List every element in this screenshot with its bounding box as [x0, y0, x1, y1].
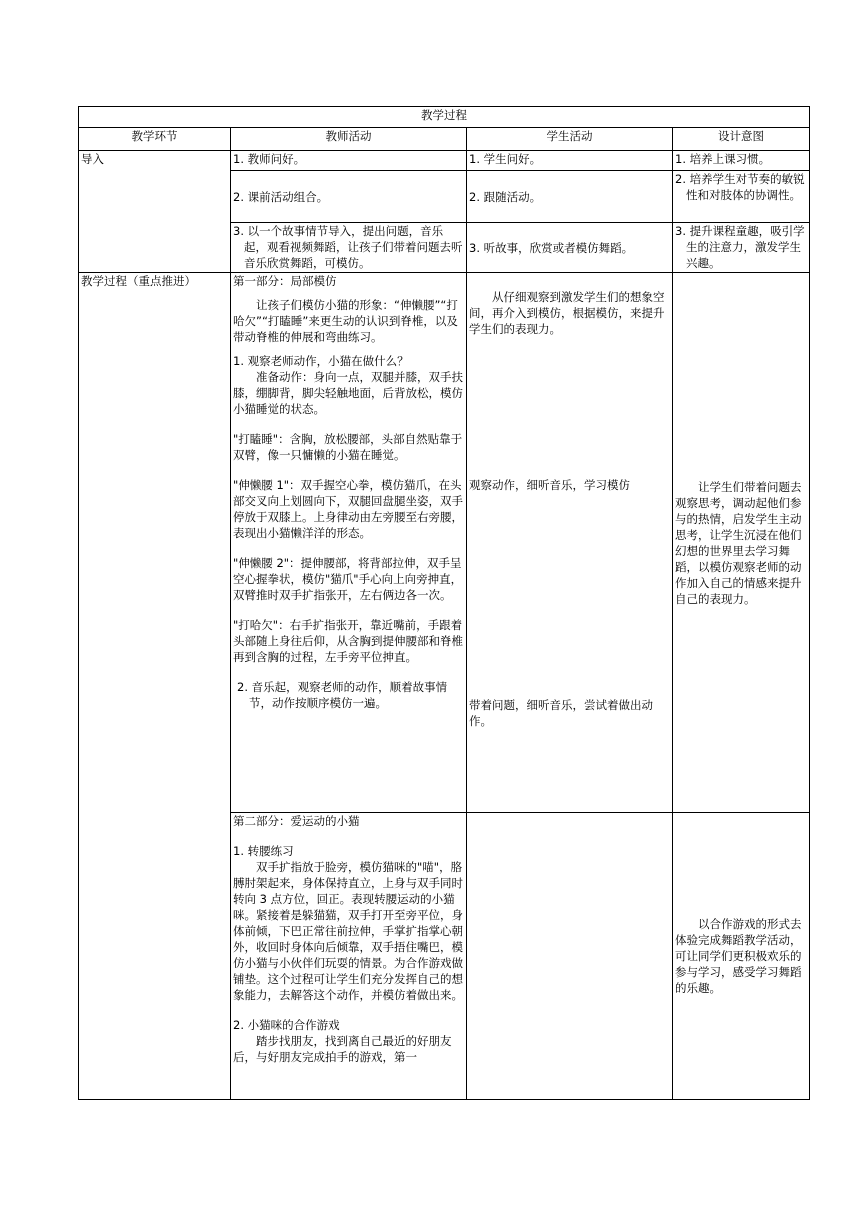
part2-text1: 双手扩指放于脸旁，模仿猫咪的"喵"，胳膊肘架起来，身体保持直立，上身与双手同时转向 3 点方位，回正。表现转腰运动的小猫咪。紧接着是躲猫猫，双手打开至旁平位，身体前倾，下巴正常往前拉伸，手掌扩指掌心朝外，收回时身体向后倾靠，双手捂住嘴巴，模仿小猫与小伙伴们玩耍的情景。为合作游戏做铺垫。这个过程可让学生们充分发挥自己的想象能力，去解答这个动作，并模仿着做出来。 — [233, 860, 463, 1002]
intro-teacher-2: 2. 课前活动组合。 — [231, 171, 467, 223]
part1-student — [467, 273, 673, 813]
part1-student-try: 带着问题，细听音乐，尝试着做出动作。 — [469, 698, 653, 728]
part1-doze: "打瞌睡"：含胸，放松腰部，头部自然贴靠于双臂，像一只慵懒的小猫在睡觉。 — [233, 432, 463, 462]
part1-stretch2: "伸懒腰 2"：提伸腰部，将背部拉伸，双手呈空心握拳状，模仿"猫爪"手心向上向旁抻直，双臂推时双手扩指张开，左右俩边各一次。 — [233, 556, 463, 602]
part1-student-observe: 观察动作，细听音乐，学习模仿 — [469, 478, 630, 492]
part1-intro: 让孩子们模仿小猫的形象：“伸懒腰”“打哈欠”“打瞌睡”来更生动的认识到脊椎，以及带动脊椎的伸展和弯曲练习。 — [233, 298, 458, 344]
intro-design-3: 3. 提升课程童趣，吸引学生的注意力，激发学生兴趣。 — [673, 223, 810, 273]
part1-student-intro: 从仔细观察到激发学生们的想象空间，再介入到模仿，根据模仿，来提升学生们的表现力。 — [469, 290, 665, 336]
part2-item1: 1. 转腰练习 — [233, 844, 294, 858]
table-title: 教学过程 — [79, 107, 810, 128]
section-intro: 导入 — [79, 151, 231, 273]
intro-design-1: 1. 培养上课习惯。 — [673, 151, 810, 171]
part1-yawn: "打哈欠"：右手扩指张开，靠近嘴前，手跟着头部随上身往后仰，从含胸到提伸腰部和脊椎再到含胸的过程，左手旁平位抻直。 — [233, 618, 463, 664]
header-teacher: 教师活动 — [231, 128, 467, 151]
part1-teacher — [231, 273, 467, 813]
intro-teacher-1: 1. 教师问好。 — [231, 151, 467, 171]
part1-prep: 准备动作：身向一点，双腿并膝，双手扶膝，绷脚背，脚尖轻触地面，后背放松，模仿小猫睡觉的状态。 — [233, 370, 463, 416]
part2-design: 以合作游戏的形式去体验完成舞蹈教学活动，可让同学们更积极欢乐的参与学习，感受学习舞蹈的乐趣。 — [673, 813, 810, 1100]
intro-teacher-3: 3. 以一个故事情节导入，提出问题，音乐起，观看视频舞蹈，让孩子们带着问题去听音乐欣赏舞蹈，可模仿。 — [231, 223, 467, 273]
intro-student-2: 2. 跟随活动。 — [467, 171, 673, 223]
lesson-table — [78, 106, 810, 1100]
intro-student-3: 3. 听故事，欣赏或者模仿舞蹈。 — [467, 223, 673, 273]
table-row — [79, 151, 810, 171]
header-stage: 教学环节 — [79, 128, 231, 151]
section-process: 教学过程（重点推进） — [79, 273, 231, 1100]
part2-text2: 踏步找朋友，找到离自己最近的好朋友后，与好朋友完成拍手的游戏，第一 — [233, 1034, 452, 1064]
part1-design: 让学生们带着问题去观察思考，调动起他们参与的热情，启发学生主动思考，让学生沉浸在他们幻想的世界里去学习舞蹈，以模仿观察老师的动作加入自己的情感来提升自己的表现力。 — [673, 273, 810, 813]
part1-item2: 2. 音乐起，观察老师的动作，顺着故事情节，动作按顺序模仿一遍。 — [237, 680, 448, 710]
part1-heading: 第一部分：局部模仿 — [233, 274, 337, 288]
intro-student-1: 1. 学生问好。 — [467, 151, 673, 171]
intro-design-2: 2. 培养学生对节奏的敏锐性和对肢体的协调性。 — [673, 171, 810, 223]
part1-stretch1: "伸懒腰 1"：双手握空心拳，模仿猫爪，在头部交叉向上划圆向下，双腿回盘腿坐姿，双手停放于双膝上。上身律动由左旁腰至右旁腰，表现出小猫懒洋洋的形态。 — [233, 478, 463, 540]
part1-item1: 1. 观察老师动作，小猫在做什么？ — [233, 354, 409, 368]
part2-item2: 2. 小猫咪的合作游戏 — [233, 1018, 340, 1032]
part2-heading: 第二部分：爱运动的小猫 — [233, 814, 360, 828]
part2-teacher — [231, 813, 467, 1100]
header-design: 设计意图 — [673, 128, 810, 151]
table-row — [79, 273, 810, 813]
header-student: 学生活动 — [467, 128, 673, 151]
part2-student — [467, 813, 673, 1100]
